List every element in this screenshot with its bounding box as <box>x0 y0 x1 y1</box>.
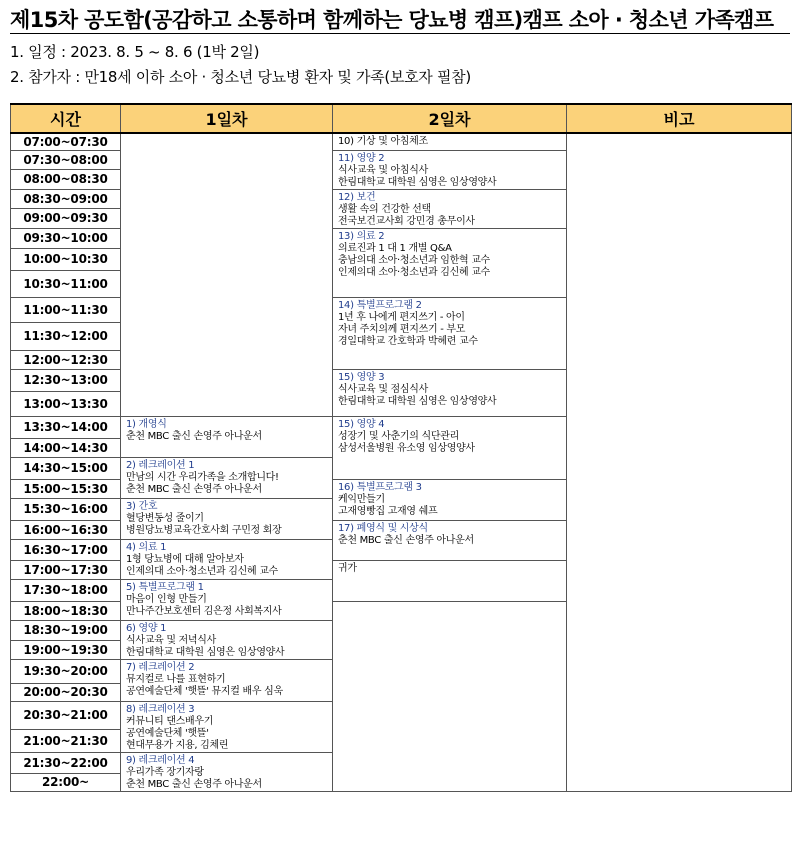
program-detail: 만나주간보호센터 김은정 사회복지사 <box>126 605 282 617</box>
program-cell <box>333 133 567 150</box>
program-detail: 춘천 MBC 출신 손영주 아나운서 <box>338 534 474 546</box>
program-detail: 자녀 주치의께 편지쓰기 - 부모 <box>338 323 466 335</box>
program-detail: 1년 후 나에게 편지쓰기 - 아이 <box>338 311 465 323</box>
time-slot: 08:00~08:30 <box>11 170 121 190</box>
program-cell <box>333 297 567 369</box>
time-slot: 14:00~14:30 <box>11 438 121 457</box>
program-detail: 성장기 및 사춘기의 식단관리 <box>338 430 459 442</box>
schedule-table <box>10 103 792 792</box>
program-detail: 혈당변동성 줄이기 <box>126 512 204 524</box>
program-cell <box>333 228 567 297</box>
schedule-body <box>11 133 792 791</box>
time-slot: 15:30~16:00 <box>11 498 121 520</box>
program-detail: 춘천 MBC 출신 손영주 아나운서 <box>126 778 262 790</box>
program-detail: 식사교육 및 아침식사 <box>338 164 428 176</box>
program-detail: 공연예술단체 '햇뜰' 뮤지컬 배우 심욱 <box>126 685 283 697</box>
program-title: 5) 특별프로그램 1 <box>126 581 204 593</box>
program-detail: 충남의대 소아·청소년과 임한혁 교수 <box>338 254 490 266</box>
program-cell <box>121 539 333 579</box>
program-title: 1) 개영식 <box>126 418 167 430</box>
header-day2: 2일차 <box>333 104 567 133</box>
program-detail: 만남의 시간 우리가족을 소개합니다! <box>126 471 279 483</box>
program-title: 6) 영양 1 <box>126 622 167 634</box>
time-slot: 13:30~14:00 <box>11 416 121 438</box>
program-detail: 우리가족 장기자랑 <box>126 766 204 778</box>
time-slot: 15:00~15:30 <box>11 479 121 498</box>
time-slot: 12:30~13:00 <box>11 369 121 391</box>
program-title: 3) 간호 <box>126 500 158 512</box>
program-cell <box>333 479 567 520</box>
program-detail: 뮤지컬로 나를 표현하기 <box>126 673 226 685</box>
header-notes: 비고 <box>567 104 792 133</box>
program-detail: 한림대학교 대학원 심영은 임상영양사 <box>126 646 285 658</box>
time-slot: 20:30~21:00 <box>11 701 121 729</box>
program-cell <box>333 150 567 189</box>
table-row <box>11 133 792 150</box>
program-title: 8) 레크레이션 3 <box>126 703 195 715</box>
time-slot: 19:30~20:00 <box>11 659 121 683</box>
program-title: 7) 레크레이션 2 <box>126 661 195 673</box>
empty-cell <box>333 601 567 791</box>
time-slot: 13:00~13:30 <box>11 391 121 416</box>
program-detail: 인제의대 소아·청소년과 김신혜 교수 <box>338 266 490 278</box>
program-detail: 병원당뇨병교육간호사회 구민정 회장 <box>126 524 282 536</box>
title-underline <box>10 33 790 34</box>
program-title: 13) 의료 2 <box>338 230 385 242</box>
program-cell <box>333 520 567 560</box>
program-title: 14) 특별프로그램 2 <box>338 299 422 311</box>
program-title: 12) 보건 <box>338 191 376 203</box>
program-cell <box>121 457 333 498</box>
time-slot: 22:00~ <box>11 773 121 791</box>
page-title: 제15차 공도함(공감하고 소통하며 함께하는 당뇨병 캠프)캠프 소아 · 청소년 가족캠프 <box>10 8 774 32</box>
program-detail: 춘천 MBC 출신 손영주 아나운서 <box>126 430 262 442</box>
program-cell <box>121 620 333 659</box>
time-slot: 12:00~12:30 <box>11 350 121 369</box>
time-slot: 08:30~09:00 <box>11 189 121 209</box>
program-cell <box>333 189 567 228</box>
time-slot: 17:30~18:00 <box>11 579 121 601</box>
program-title: 15) 영양 4 <box>338 418 385 430</box>
program-cell <box>121 498 333 539</box>
time-slot: 10:30~11:00 <box>11 270 121 297</box>
program-detail: 커뮤니티 댄스배우기 <box>126 715 214 727</box>
table-header-row <box>11 104 792 133</box>
notes-cell <box>567 133 792 791</box>
program-detail: 경일대학교 간호학과 박혜련 교수 <box>338 335 478 347</box>
program-cell <box>333 560 567 601</box>
program-cell <box>333 369 567 416</box>
program-detail: 삼성서울병원 유소영 임상영양사 <box>338 442 475 454</box>
time-slot: 16:30~17:00 <box>11 539 121 560</box>
time-slot: 10:00~10:30 <box>11 248 121 270</box>
time-slot: 18:00~18:30 <box>11 601 121 620</box>
time-slot: 07:30~08:00 <box>11 150 121 170</box>
program-detail: 식사교육 및 저녁식사 <box>126 634 216 646</box>
program-detail: 의료진과 1 대 1 개별 Q&A <box>338 242 452 254</box>
time-slot: 20:00~20:30 <box>11 683 121 701</box>
program-detail: 생활 속의 건강한 선택 <box>338 203 431 215</box>
program-detail: 전국보건교사회 강민경 총무이사 <box>338 215 475 227</box>
time-slot: 11:00~11:30 <box>11 297 121 322</box>
program-cell <box>121 416 333 457</box>
empty-cell <box>121 133 333 416</box>
header-day1: 1일차 <box>121 104 333 133</box>
program-detail: 귀가 <box>338 562 357 574</box>
program-detail: 한림대학교 대학원 심영은 임상영양사 <box>338 176 497 188</box>
header-time: 시간 <box>11 104 121 133</box>
time-slot: 18:30~19:00 <box>11 620 121 640</box>
time-slot: 17:00~17:30 <box>11 560 121 579</box>
program-detail: 인제의대 소아·청소년과 김신혜 교수 <box>126 565 278 577</box>
program-title: 4) 의료 1 <box>126 541 167 553</box>
program-detail: 공연예술단체 '햇뜰' <box>126 727 209 739</box>
program-title: 9) 레크레이션 4 <box>126 754 195 766</box>
time-slot: 21:30~22:00 <box>11 752 121 773</box>
program-detail: 한림대학교 대학원 심영은 임상영양사 <box>338 395 497 407</box>
time-slot: 07:00~07:30 <box>11 133 121 150</box>
program-detail: 마음이 인형 만들기 <box>126 593 207 605</box>
program-title: 15) 영양 3 <box>338 371 385 383</box>
time-slot: 09:30~10:00 <box>11 228 121 248</box>
program-title: 17) 폐영식 및 시상식 <box>338 522 428 534</box>
program-cell <box>121 701 333 752</box>
program-title: 2) 레크레이션 1 <box>126 459 195 471</box>
program-title: 16) 특별프로그램 3 <box>338 481 422 493</box>
time-slot: 11:30~12:00 <box>11 322 121 350</box>
program-detail: 춘천 MBC 출신 손영주 아나운서 <box>126 483 262 495</box>
program-cell <box>121 579 333 620</box>
time-slot: 21:00~21:30 <box>11 729 121 752</box>
program-detail: 현대무용가 지용, 김체린 <box>126 739 229 751</box>
program-detail: 고재영빵집 고재영 쉐프 <box>338 505 438 517</box>
program-cell <box>333 416 567 479</box>
schedule-date: 1. 일정 : 2023. 8. 5 ~ 8. 6 (1박 2일) <box>10 43 260 61</box>
time-slot: 16:00~16:30 <box>11 520 121 539</box>
program-title: 11) 영양 2 <box>338 152 385 164</box>
program-detail: 10) 기상 및 아침체조 <box>338 136 428 147</box>
program-cell <box>121 659 333 701</box>
time-slot: 14:30~15:00 <box>11 457 121 479</box>
time-slot: 19:00~19:30 <box>11 640 121 659</box>
participants-info: 2. 참가자 : 만18세 이하 소아 · 청소년 당뇨병 환자 및 가족(보호자 필참) <box>10 68 471 86</box>
program-detail: 케익만들기 <box>338 493 385 505</box>
program-detail: 식사교육 및 점심식사 <box>338 383 428 395</box>
program-cell <box>121 752 333 791</box>
time-slot: 09:00~09:30 <box>11 209 121 229</box>
program-detail: 1형 당뇨병에 대해 알아보자 <box>126 553 244 565</box>
